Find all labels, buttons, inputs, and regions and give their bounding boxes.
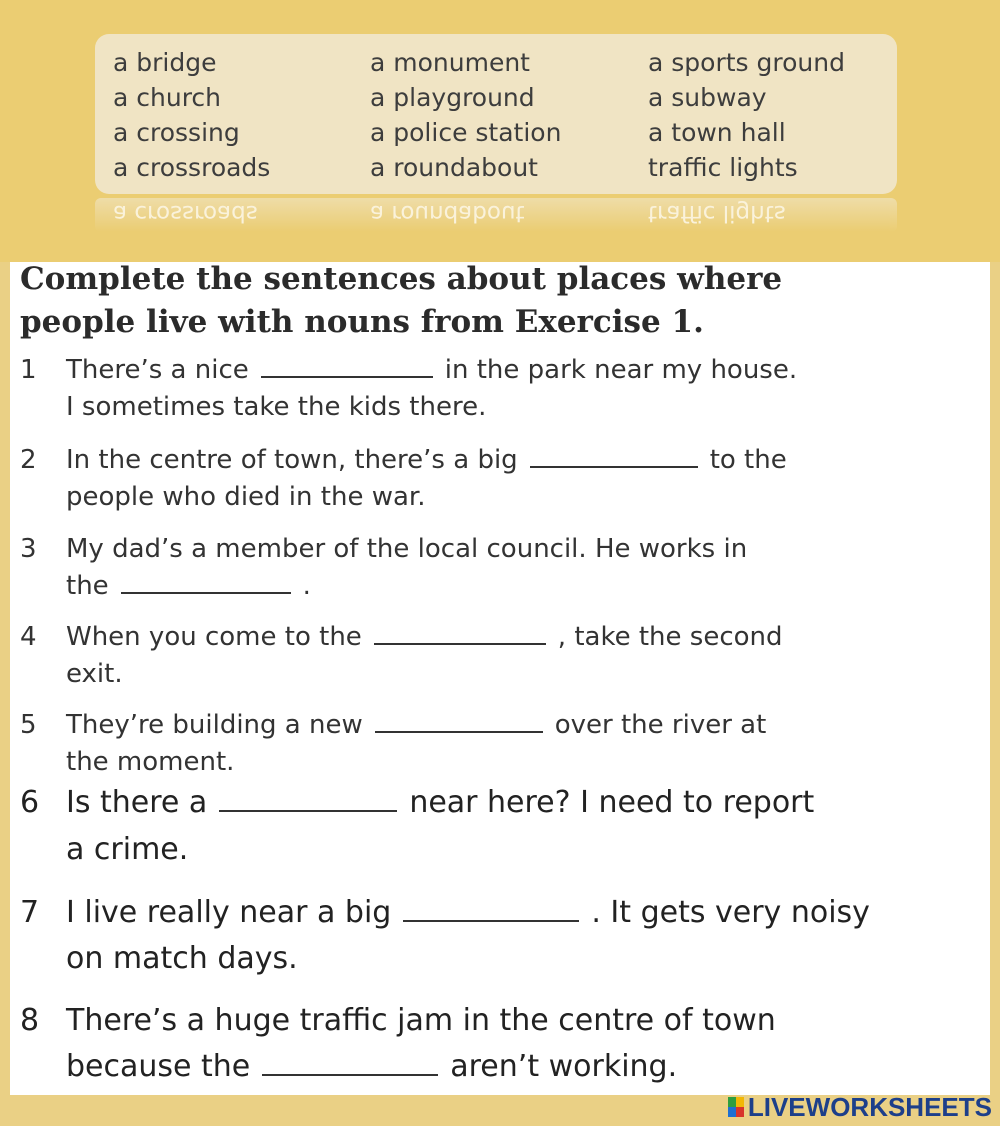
sentence-line — [66, 1049, 677, 1084]
item-number: 7 — [20, 895, 40, 930]
answer-blank[interactable] — [403, 919, 579, 922]
sentence-text: to the — [709, 445, 787, 475]
word-item: a crossroads — [113, 153, 271, 182]
word-item: a town hall — [648, 118, 786, 147]
sentence-line — [66, 895, 870, 930]
sentence-text: In the centre of town, there’s a big — [66, 445, 518, 475]
sentence-text: . — [302, 571, 311, 601]
item-number: 1 — [20, 355, 37, 385]
word-item: a subway — [648, 83, 767, 112]
liveworksheets-logo — [728, 1091, 992, 1122]
sentence-text: aren’t working. — [450, 1049, 678, 1084]
sentence-line: on match days. — [66, 941, 298, 976]
sentence-text: Is there a — [66, 785, 208, 820]
sentence-line: people who died in the war. — [66, 482, 426, 512]
sentence-line — [66, 571, 311, 601]
answer-blank[interactable] — [530, 465, 698, 468]
answer-blank[interactable] — [262, 1073, 438, 1076]
word-item: a police station — [370, 118, 562, 147]
word-item: a roundabout — [370, 153, 538, 182]
sentence-line: My dad’s a member of the local council. He works in — [66, 534, 748, 564]
reflection-word: a crossroads — [113, 200, 258, 226]
sentence-text: , take the second — [557, 622, 783, 652]
word-item: a sports ground — [648, 48, 845, 77]
word-item: a playground — [370, 83, 535, 112]
sentence-line: There’s a huge traffic jam in the centre of town — [66, 1003, 776, 1038]
sentence-text: There’s a nice — [66, 355, 249, 385]
sentence-line: the moment. — [66, 747, 235, 777]
reflection-word: a roundabout — [370, 200, 525, 226]
sentence-line — [66, 355, 797, 385]
answer-blank[interactable] — [219, 809, 397, 812]
sentence-text: near here? I need to report — [409, 785, 815, 820]
answer-blank[interactable] — [121, 591, 291, 594]
item-number: 3 — [20, 534, 37, 564]
sentence-line — [66, 785, 814, 820]
sentence-text: the — [66, 571, 109, 601]
sentence-line — [66, 445, 787, 475]
sentence-text: . It gets very noisy — [591, 895, 870, 930]
word-item: a monument — [370, 48, 530, 77]
word-item: a crossing — [113, 118, 240, 147]
answer-blank[interactable] — [375, 730, 543, 733]
sentence-text: because the — [66, 1049, 251, 1084]
item-number: 5 — [20, 710, 37, 740]
brand-name: LIVEWORKSHEETS — [747, 1091, 992, 1122]
sentence-line: exit. — [66, 659, 123, 689]
item-number: 6 — [20, 785, 40, 820]
answer-blank[interactable] — [261, 375, 433, 378]
word-box — [95, 34, 897, 194]
sentence-text: They’re building a new — [66, 710, 363, 740]
sentence-line — [66, 622, 783, 652]
sentence-text: in the park near my house. — [444, 355, 798, 385]
item-number: 8 — [20, 1003, 40, 1038]
instruction-line-2: people live with nouns from Exercise 1. — [20, 304, 704, 340]
sentence-text: I live really near a big — [66, 895, 392, 930]
instruction-heading — [20, 258, 960, 344]
reflection-word: traffic lights — [648, 200, 786, 226]
liveworksheets-mark-icon — [728, 1097, 744, 1117]
word-item: traffic lights — [648, 153, 798, 182]
word-item: a bridge — [113, 48, 217, 77]
answer-blank[interactable] — [374, 642, 546, 645]
sentence-text: When you come to the — [66, 622, 362, 652]
item-number: 2 — [20, 445, 37, 475]
sentence-line — [66, 710, 766, 740]
item-number: 4 — [20, 622, 37, 652]
instruction-line-1: Complete the sentences about places where — [20, 261, 783, 297]
sentence-line: I sometimes take the kids there. — [66, 392, 487, 422]
word-box-reflection — [95, 198, 897, 232]
sentence-line: a crime. — [66, 832, 189, 867]
word-item: a church — [113, 83, 222, 112]
sentence-text: over the river at — [554, 710, 767, 740]
